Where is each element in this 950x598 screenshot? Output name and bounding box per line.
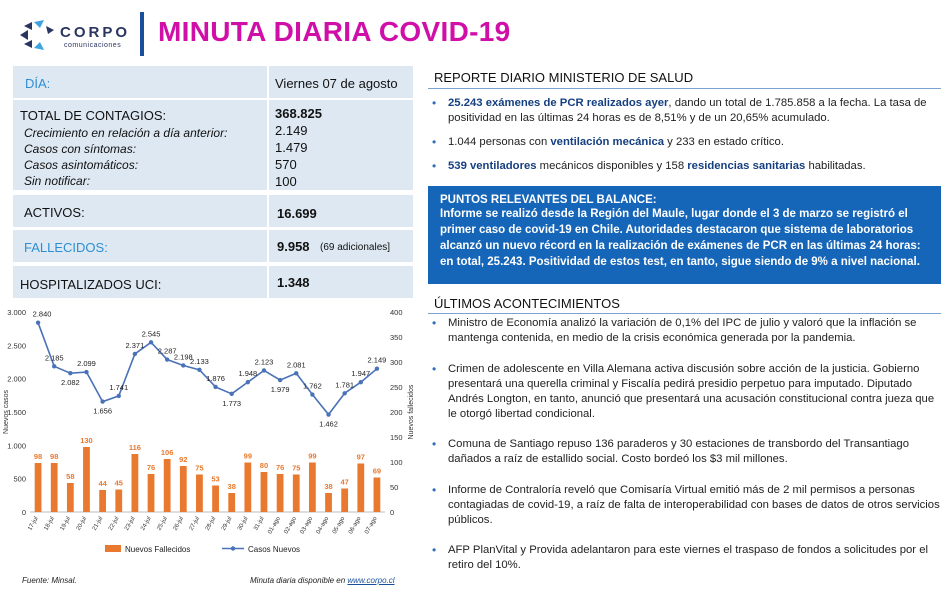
bar-nuevos-fallecidos (309, 463, 316, 513)
availability-prefix: Minuta diaria disponible en (250, 576, 348, 585)
point-casos-nuevos (278, 378, 282, 382)
bar-label: 44 (98, 479, 107, 488)
uci-value: 1.348 (277, 275, 310, 290)
logo-subtitle: comunicaciones (64, 42, 122, 49)
y-tick-right: 100 (390, 458, 403, 467)
x-tick-label: 18-jul (43, 516, 56, 532)
line-label: 2.133 (190, 356, 209, 366)
ultimos-item: • AFP PlanVital y Provida adelantaron para este viernes el traspaso de fondos a solicitudes por el retiro del 10%. (430, 543, 942, 573)
ultimos-title: ÚLTIMOS ACONTECIMIENTOS (434, 296, 620, 311)
point-casos-nuevos (359, 380, 363, 384)
bar-label: 116 (128, 443, 141, 452)
fallecidos-note: (69 adicionales] (320, 242, 391, 253)
line-label: 1.462 (319, 419, 338, 429)
bar-nuevos-fallecidos (115, 490, 122, 513)
line-label: 2.371 (125, 340, 145, 350)
bar-nuevos-fallecidos (325, 493, 332, 512)
point-casos-nuevos (294, 371, 298, 375)
y-tick-left: 3.000 (7, 308, 26, 317)
bar-nuevos-fallecidos (51, 463, 58, 512)
line-label: 2.123 (254, 357, 274, 367)
bar-nuevos-fallecidos (357, 464, 364, 513)
ultimos-item: • Informe de Contraloría reveló que Comisaría Virtual emitió más de 2 mil permisos a personas contagiadas de covid-19, a raíz de falta de interoperabilidad con bases de datos de otros servicios públicos. (430, 483, 942, 528)
logo-wordmark: CORPO (60, 24, 131, 41)
corpo-logo-icon (18, 18, 58, 52)
x-tick-label: 26-jul (172, 516, 186, 532)
activos-label: ACTIVOS: (24, 205, 85, 220)
x-tick-label: 25-jul (156, 516, 169, 532)
activos-value: 16.699 (277, 206, 317, 221)
line-label: 1.781 (335, 380, 355, 390)
x-tick-label: 03-ago (299, 516, 315, 536)
line-label: 2.287 (157, 346, 177, 356)
point-casos-nuevos (197, 368, 201, 372)
bar-label: 75 (195, 463, 204, 473)
fallecidos-value: 9.958 (277, 239, 310, 254)
bar-label: 106 (160, 448, 174, 457)
source-note: Fuente: Minsal. (22, 576, 77, 585)
line-label: 2.149 (367, 355, 387, 365)
bar-nuevos-fallecidos (374, 478, 381, 513)
point-casos-nuevos (375, 367, 379, 371)
line-label: 1.876 (206, 373, 225, 383)
ultimos-item: • Ministro de Economía analizó la variación de 0,1% del IPC de julio y valoró que la inflación se mantenga contenida, en medio de la crisis económica generada por la pandemia. (430, 316, 942, 346)
x-tick-label: 02-ago (283, 516, 298, 536)
point-casos-nuevos (165, 357, 169, 361)
bar-label: 58 (66, 472, 75, 481)
ultimos-item: • Comuna de Santiago repuso 136 paraderos y 30 estaciones de transbordo del Transantiago dañados a raíz de estallido social. Costo bordeó los $3 mil millones. (430, 437, 942, 467)
point-casos-nuevos (100, 399, 104, 403)
x-tick-label: 20-jul (75, 516, 89, 532)
point-casos-nuevos (246, 380, 250, 384)
corpo-logo (18, 18, 131, 52)
bar-nuevos-fallecidos (35, 463, 42, 512)
bar-nuevos-fallecidos (212, 486, 219, 513)
bar-nuevos-fallecidos (228, 493, 235, 512)
dia-value: Viernes 07 de agosto (275, 76, 398, 91)
bar-nuevos-fallecidos (148, 474, 155, 512)
bar-nuevos-fallecidos (164, 459, 171, 512)
y-tick-left: 2.500 (7, 341, 26, 351)
legend-swatch-fallecidos (105, 545, 121, 552)
bar-nuevos-fallecidos (244, 463, 251, 513)
y-tick-left: 1.500 (7, 408, 26, 417)
line-label: 1.948 (238, 369, 258, 379)
bar-label: 38 (324, 482, 333, 491)
bar-label: 80 (259, 461, 269, 470)
bar-label: 76 (275, 463, 285, 472)
reporte-item (430, 135, 940, 150)
bar-label: 75 (292, 463, 301, 473)
x-tick-label: 28-jul (204, 516, 218, 532)
sin-notificar-label: Sin notificar: (24, 174, 91, 188)
bar-nuevos-fallecidos (180, 466, 187, 512)
bar-nuevos-fallecidos (277, 474, 284, 512)
line-label: 1.947 (351, 369, 371, 379)
point-casos-nuevos (342, 391, 346, 395)
crecimiento-value: 2.149 (275, 123, 308, 138)
line-label: 2.545 (141, 329, 161, 339)
dia-label: DÍA: (25, 76, 51, 91)
line-label: 1.762 (302, 381, 322, 391)
y-tick-right: 350 (390, 333, 403, 342)
asintomaticos-label: Casos asintomáticos: (24, 158, 139, 172)
point-casos-nuevos (133, 352, 137, 356)
point-casos-nuevos (326, 412, 330, 416)
reporte-item-bold: ventilación mecánica (550, 136, 665, 148)
panel-divider-5 (267, 266, 269, 298)
reporte-list (430, 96, 940, 174)
reporte-item (430, 159, 940, 174)
total-contagios-value: 368.825 (275, 106, 322, 121)
bar-nuevos-fallecidos (261, 472, 268, 512)
bar-label: 47 (340, 477, 349, 487)
x-tick-label: 04-ago (315, 516, 331, 536)
puntos-body: Informe se realizó desde la Región del Maule, lugar donde el 3 de marzo se registró el primer caso de covid-19 en Chile. Autoridades destacaron que sistema de laboratorios alcanzó un nuevo récord en la realización de exámenes de PCR en las últimas 24 horas: en total, 25.243. Positividad de estos test, en tanto, sigue siendo de 9% a nivel nacional. (440, 208, 921, 268)
line-label: 1.656 (93, 406, 113, 416)
asintomaticos-value: 570 (275, 157, 297, 172)
bar-label: 98 (33, 452, 43, 461)
line-label: 2.081 (286, 360, 306, 370)
fallecidos-label: FALLECIDOS: (24, 240, 108, 255)
y-axis-label-right: Nuevos fallecidos (408, 384, 415, 440)
y-tick-left: 2.000 (7, 374, 26, 384)
x-tick-label: 05-ago (331, 516, 347, 536)
point-casos-nuevos (84, 370, 88, 374)
line-label: 2.082 (60, 378, 80, 388)
legend-label-casos: Casos Nuevos (248, 545, 301, 554)
ultimos-item: • Crimen de adolescente en Villa Alemana activa discusión sobre acción de la justicia. Gobierno presentará una querella criminal y Fiscalía pedirá presidio perpetuo para imputado. Diputado Andrés Longton, en tanto, anunció que presentará una acusación constitucional contra jueza que le otorgó libertad condicional. (430, 362, 942, 422)
ultimos-list (430, 316, 942, 573)
ultimos-underline (428, 313, 941, 314)
bar-label: 76 (146, 463, 156, 472)
bar-label: 69 (372, 466, 382, 476)
x-tick-label: 23-jul (124, 516, 137, 532)
y-tick-right: 0 (390, 508, 395, 517)
availability-note (250, 576, 395, 585)
x-tick-label: 22-jul (107, 516, 121, 532)
point-casos-nuevos (181, 363, 185, 367)
bar-nuevos-fallecidos (196, 475, 203, 513)
line-label: 2.185 (44, 353, 64, 363)
point-casos-nuevos (68, 371, 72, 375)
reporte-item-bold: 25.243 exámenes de PCR realizados ayer (448, 97, 669, 109)
sintomas-value: 1.479 (275, 140, 308, 155)
panel-divider-4 (267, 230, 269, 262)
x-tick-label: 06-ago (347, 516, 363, 536)
reporte-item-text: habilitadas. (805, 160, 866, 172)
bar-nuevos-fallecidos (341, 489, 348, 513)
x-tick-label: 19-jul (59, 516, 73, 532)
header-divider (140, 12, 144, 56)
y-tick-left: 500 (13, 474, 26, 484)
covid-daily-chart (0, 302, 422, 572)
reporte-item-text: 1.044 personas con (448, 136, 551, 148)
bar-label: 98 (50, 452, 59, 461)
x-tick-label: 30-jul (237, 516, 250, 532)
line-label: 2.840 (32, 309, 52, 319)
y-tick-left: 1.000 (7, 441, 26, 451)
bar-label: 92 (179, 455, 188, 464)
y-axis-label-left: Nuevos casos (3, 390, 10, 434)
line-label: 2.198 (173, 352, 193, 362)
puntos-relevantes-box (428, 186, 941, 284)
sin-notificar-value: 100 (275, 174, 297, 189)
bar-label: 53 (211, 474, 220, 484)
bar-label: 130 (80, 436, 93, 445)
point-casos-nuevos (310, 392, 314, 396)
bar-label: 99 (243, 451, 253, 461)
reporte-item-text: mecánicos disponibles y 158 (536, 160, 688, 172)
bar-label: 99 (308, 451, 317, 461)
point-casos-nuevos (230, 392, 234, 396)
bar-nuevos-fallecidos (99, 490, 106, 512)
crecimiento-label: Crecimiento en relación a día anterior: (24, 126, 228, 140)
x-tick-label: 21-jul (91, 516, 105, 532)
point-casos-nuevos (262, 368, 266, 372)
y-tick-right: 300 (390, 358, 403, 367)
y-tick-right: 250 (390, 383, 403, 392)
reporte-title: REPORTE DIARIO MINISTERIO DE SALUD (434, 70, 694, 85)
bar-label: 45 (114, 478, 123, 488)
line-casos-nuevos (38, 323, 377, 415)
legend-label-fallecidos: Nuevos Fallecidos (125, 545, 191, 554)
point-casos-nuevos (52, 364, 56, 368)
reporte-item-text: y 233 en estado crítico. (664, 136, 784, 148)
y-tick-left: 0 (21, 508, 26, 517)
reporte-item-text: , dando un total de 1.785.858 a la fecha. La tasa de positividad en las últimas 24 horas es de 8,51% y de un 20,65% acumulado. (448, 97, 927, 124)
bar-nuevos-fallecidos (67, 483, 74, 512)
bar-label: 38 (227, 482, 236, 491)
point-casos-nuevos (149, 340, 153, 344)
y-tick-right: 400 (390, 308, 403, 317)
panel-divider-2 (267, 100, 269, 190)
reporte-item-bold: 539 ventiladores (448, 160, 537, 172)
line-label: 1.979 (270, 385, 290, 395)
x-tick-label: 27-jul (188, 516, 202, 532)
bar-nuevos-fallecidos (131, 454, 138, 512)
sintomas-label: Casos con síntomas: (24, 142, 137, 156)
bar-label: 97 (356, 452, 365, 462)
bar-nuevos-fallecidos (83, 447, 90, 512)
x-tick-label: 07-ago (364, 516, 379, 536)
page-title: MINUTA DIARIA COVID-19 (158, 16, 511, 47)
reporte-underline (428, 88, 941, 89)
puntos-title: PUNTOS RELEVANTES DEL BALANCE: (440, 194, 657, 206)
uci-label: HOSPITALIZADOS UCI: (20, 277, 162, 292)
reporte-item-bold: residencias sanitarias (687, 160, 806, 172)
x-tick-label: 17-jul (27, 516, 40, 532)
x-tick-label: 29-jul (220, 516, 234, 532)
line-label: 1.773 (222, 398, 242, 408)
x-tick-label: 24-jul (140, 516, 153, 532)
point-casos-nuevos (213, 385, 217, 389)
y-tick-right: 50 (390, 483, 399, 492)
panel-divider-3 (267, 195, 269, 227)
x-tick-label: 31-jul (253, 516, 266, 532)
y-tick-right: 150 (390, 433, 403, 442)
point-casos-nuevos (36, 320, 40, 324)
corpo-link[interactable]: www.corpo.cl (347, 576, 395, 585)
bar-nuevos-fallecidos (293, 475, 300, 513)
total-contagios-label: TOTAL DE CONTAGIOS: (20, 108, 167, 123)
point-casos-nuevos (117, 394, 121, 398)
line-label: 2.099 (77, 359, 96, 369)
line-label: 1.741 (109, 382, 129, 392)
x-tick-label: 01-ago (267, 516, 282, 536)
reporte-item (430, 96, 940, 126)
y-tick-right: 200 (390, 408, 403, 417)
legend-marker-casos (231, 546, 235, 550)
